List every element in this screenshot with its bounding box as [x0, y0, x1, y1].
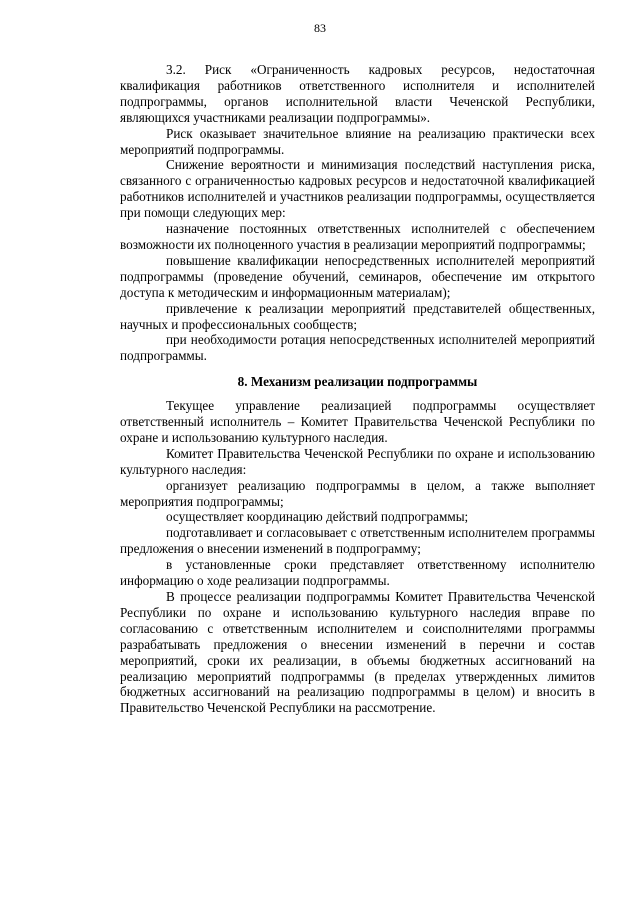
document-body	[120, 62, 595, 716]
mechanism-paragraph-changes: В процессе реализации подпрограммы Комитет Правительства Чеченской Республики по охране и использованию культурного наследия вправе по согласованию с ответственным исполнителем и соисполнителями программы разрабатывать предложения о внесении изменений в перечни и состав мероприятий, сроки их реализации, в объемы бюджетных ассигнований на реализацию мероприятий подпрограммы (в пределах утвержденных лимитов бюджетных ассигнований на реализацию подпрограммы в целом) и вносить в Правительство Чеченской Республики на рассмотрение.	[120, 589, 595, 716]
mechanism-paragraph-committee: Комитет Правительства Чеченской Республики по охране и использованию культурного наследия:	[120, 445, 595, 477]
measure-item-appointment: назначение постоянных ответственных исполнителей с обеспечением возможности их полноценного участия в реализации мероприятий подпрограммы;	[120, 221, 595, 252]
committee-duty-coordinate: осуществляет координацию действий подпрограммы;	[166, 509, 469, 525]
committee-duty-report: в установленные сроки представляет ответственному исполнителю информацию о ходе реализации подпрограммы.	[120, 557, 595, 589]
risk-paragraph-influence: Риск оказывает значительное влияние на реализацию практически всех мероприятий подпрограммы.	[120, 125, 595, 157]
measure-item-qualification: повышение квалификации непосредственных исполнителей мероприятий подпрограммы (проведение обучений, семинаров, обеспечение им открытого доступа к методическим и информационным материалам);	[120, 252, 595, 300]
committee-duty-organize: организует реализацию подпрограммы в целом, а также выполняет мероприятия подпрограммы;	[120, 477, 595, 509]
mechanism-paragraph-management: Текущее управление реализацией подпрограммы осуществляет ответственный исполнитель – Комитет Правительства Чеченской Республики по охране и использованию культурного наследия.	[120, 398, 595, 445]
page-number: 83	[314, 21, 326, 35]
measure-item-rotation: при необходимости ротация непосредственных исполнителей мероприятий подпрограммы.	[120, 332, 595, 364]
section-heading: 8. Механизм реализации подпрограммы	[237, 374, 478, 390]
measure-item-communities: привлечение к реализации мероприятий представителей общественных, научных и профессиональных сообществ;	[120, 300, 595, 332]
committee-duty-prepare: подготавливает и согласовывает с ответственным исполнителем программы предложения о внесении изменений в подпрограмму;	[120, 525, 595, 557]
risk-paragraph-title: 3.2. Риск «Ограниченность кадровых ресурсов, недостаточная квалификация работников ответственного исполнителя и исполнителей подпрограммы, органов исполнительной власти Чеченской Республики, являющихся участниками реализации подпрограммы».	[120, 62, 595, 125]
risk-paragraph-measures-intro: Снижение вероятности и минимизация последствий наступления риска, связанного с ограниченностью кадровых ресурсов и недостаточной квалификацией работников исполнителей и участников реализации подпрограммы, осуществляется при помощи следующих мер:	[120, 157, 595, 221]
